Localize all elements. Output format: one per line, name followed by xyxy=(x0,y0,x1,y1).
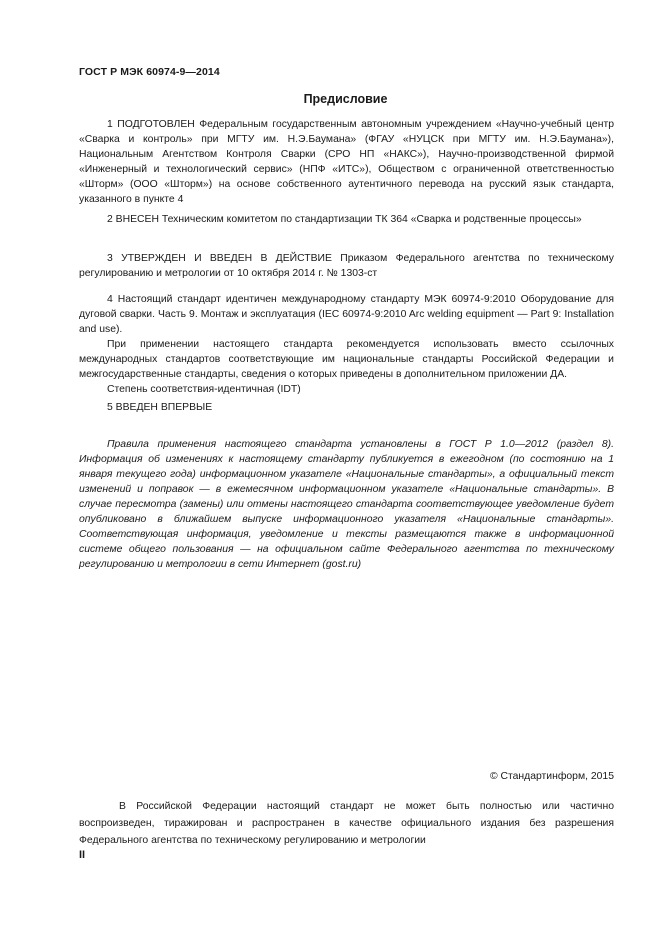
section-3 xyxy=(79,251,614,281)
application-rules-text: Правила применения настоящего стандарта установлены в ГОСТ Р 1.0—2012 (раздел 8). Информация об изменениях к настоящему стандарту публикуется в ежегодном (по состоянию на 1 января текущего года) информационном указателе «Национальные стандарты», а официальный текст изменений и поправок — в ежемесячном информационном указателе «Национальные стандарты». В случае пересмотра (замены) или отмены настоящего стандарта соответствующее уведомление будет опубликовано в ближайшем выпуске информационного указателя «Национальные стандарты». Соответствующая информация, уведомление и тексты размещаются также в информационной системе общего пользования — на официальном сайте Федерального агентства по техническому регулированию и метрологии в сети Интернет (gost.ru) xyxy=(79,439,614,570)
section-4 xyxy=(79,292,614,397)
section-3-text: 3 УТВЕРЖДЕН И ВВЕДЕН В ДЕЙСТВИЕ Приказом Федерального агентства по техническому регулированию и метрологии от 10 октября 2014 г. № 1303-ст xyxy=(79,253,614,279)
document-id-header: ГОСТ Р МЭК 60974-9—2014 xyxy=(79,66,220,78)
section-4-conformity-text: Степень соответствия-идентичная (IDT) xyxy=(107,384,301,395)
section-1-text: 1 ПОДГОТОВЛЕН Федеральным государственным автономным учреждением «Научно-учебный центр «Сварка и контроль» при МГТУ им. Н.Э.Баумана» (ФГАУ «НУЦСК при МГТУ им. Н.Э.Баумана»), Национальным Агентством Контроля Сварки (СРО НП «НАКС»), Научно-производственной фирмой «Инженерный и технологический сервис» (НПФ «ИТС»), Обществом с ограниченной ответственностью «Шторм» (ООО «Шторм») на основе собственного аутентичного перевода на русский язык стандарта, указанного в пункте 4 xyxy=(79,119,614,205)
page-title-text: Предисловие xyxy=(303,92,388,106)
page-number: II xyxy=(79,849,86,861)
application-rules-note xyxy=(79,437,614,572)
reproduction-rights-text: В Российской Федерации настоящий стандарт не может быть полностью или частично воспроизведен, тиражирован и распространен в качестве официального издания без разрешения Федерального агентства по техническому регулированию и метрологии xyxy=(79,801,614,846)
section-5-text: 5 ВВЕДЕН ВПЕРВЫЕ xyxy=(107,402,213,413)
section-4-references-text: При применении настоящего стандарта рекомендуется использовать вместо ссылочных международных стандартов соответствующие им национальные стандарты Российской Федерации и межгосударственные стандарты, сведения о которых приведены в дополнительном приложении ДА. xyxy=(79,339,614,380)
section-4-text: 4 Настоящий стандарт идентичен международному стандарту МЭК 60974-9:2010 Оборудование для дуговой сварки. Часть 9. Монтаж и эксплуатация (IEC 60974-9:2010 Arc welding equipment — Part 9: Installation and use). xyxy=(79,294,614,335)
section-1 xyxy=(79,117,614,207)
section-2-text: 2 ВНЕСЕН Техническим комитетом по стандартизации ТК 364 «Сварка и родственные процессы» xyxy=(107,214,582,225)
copyright-line: © Стандартинформ, 2015 xyxy=(489,771,614,782)
page-title xyxy=(0,92,661,106)
section-5 xyxy=(79,400,614,415)
section-2 xyxy=(79,212,614,227)
reproduction-rights xyxy=(79,798,614,849)
